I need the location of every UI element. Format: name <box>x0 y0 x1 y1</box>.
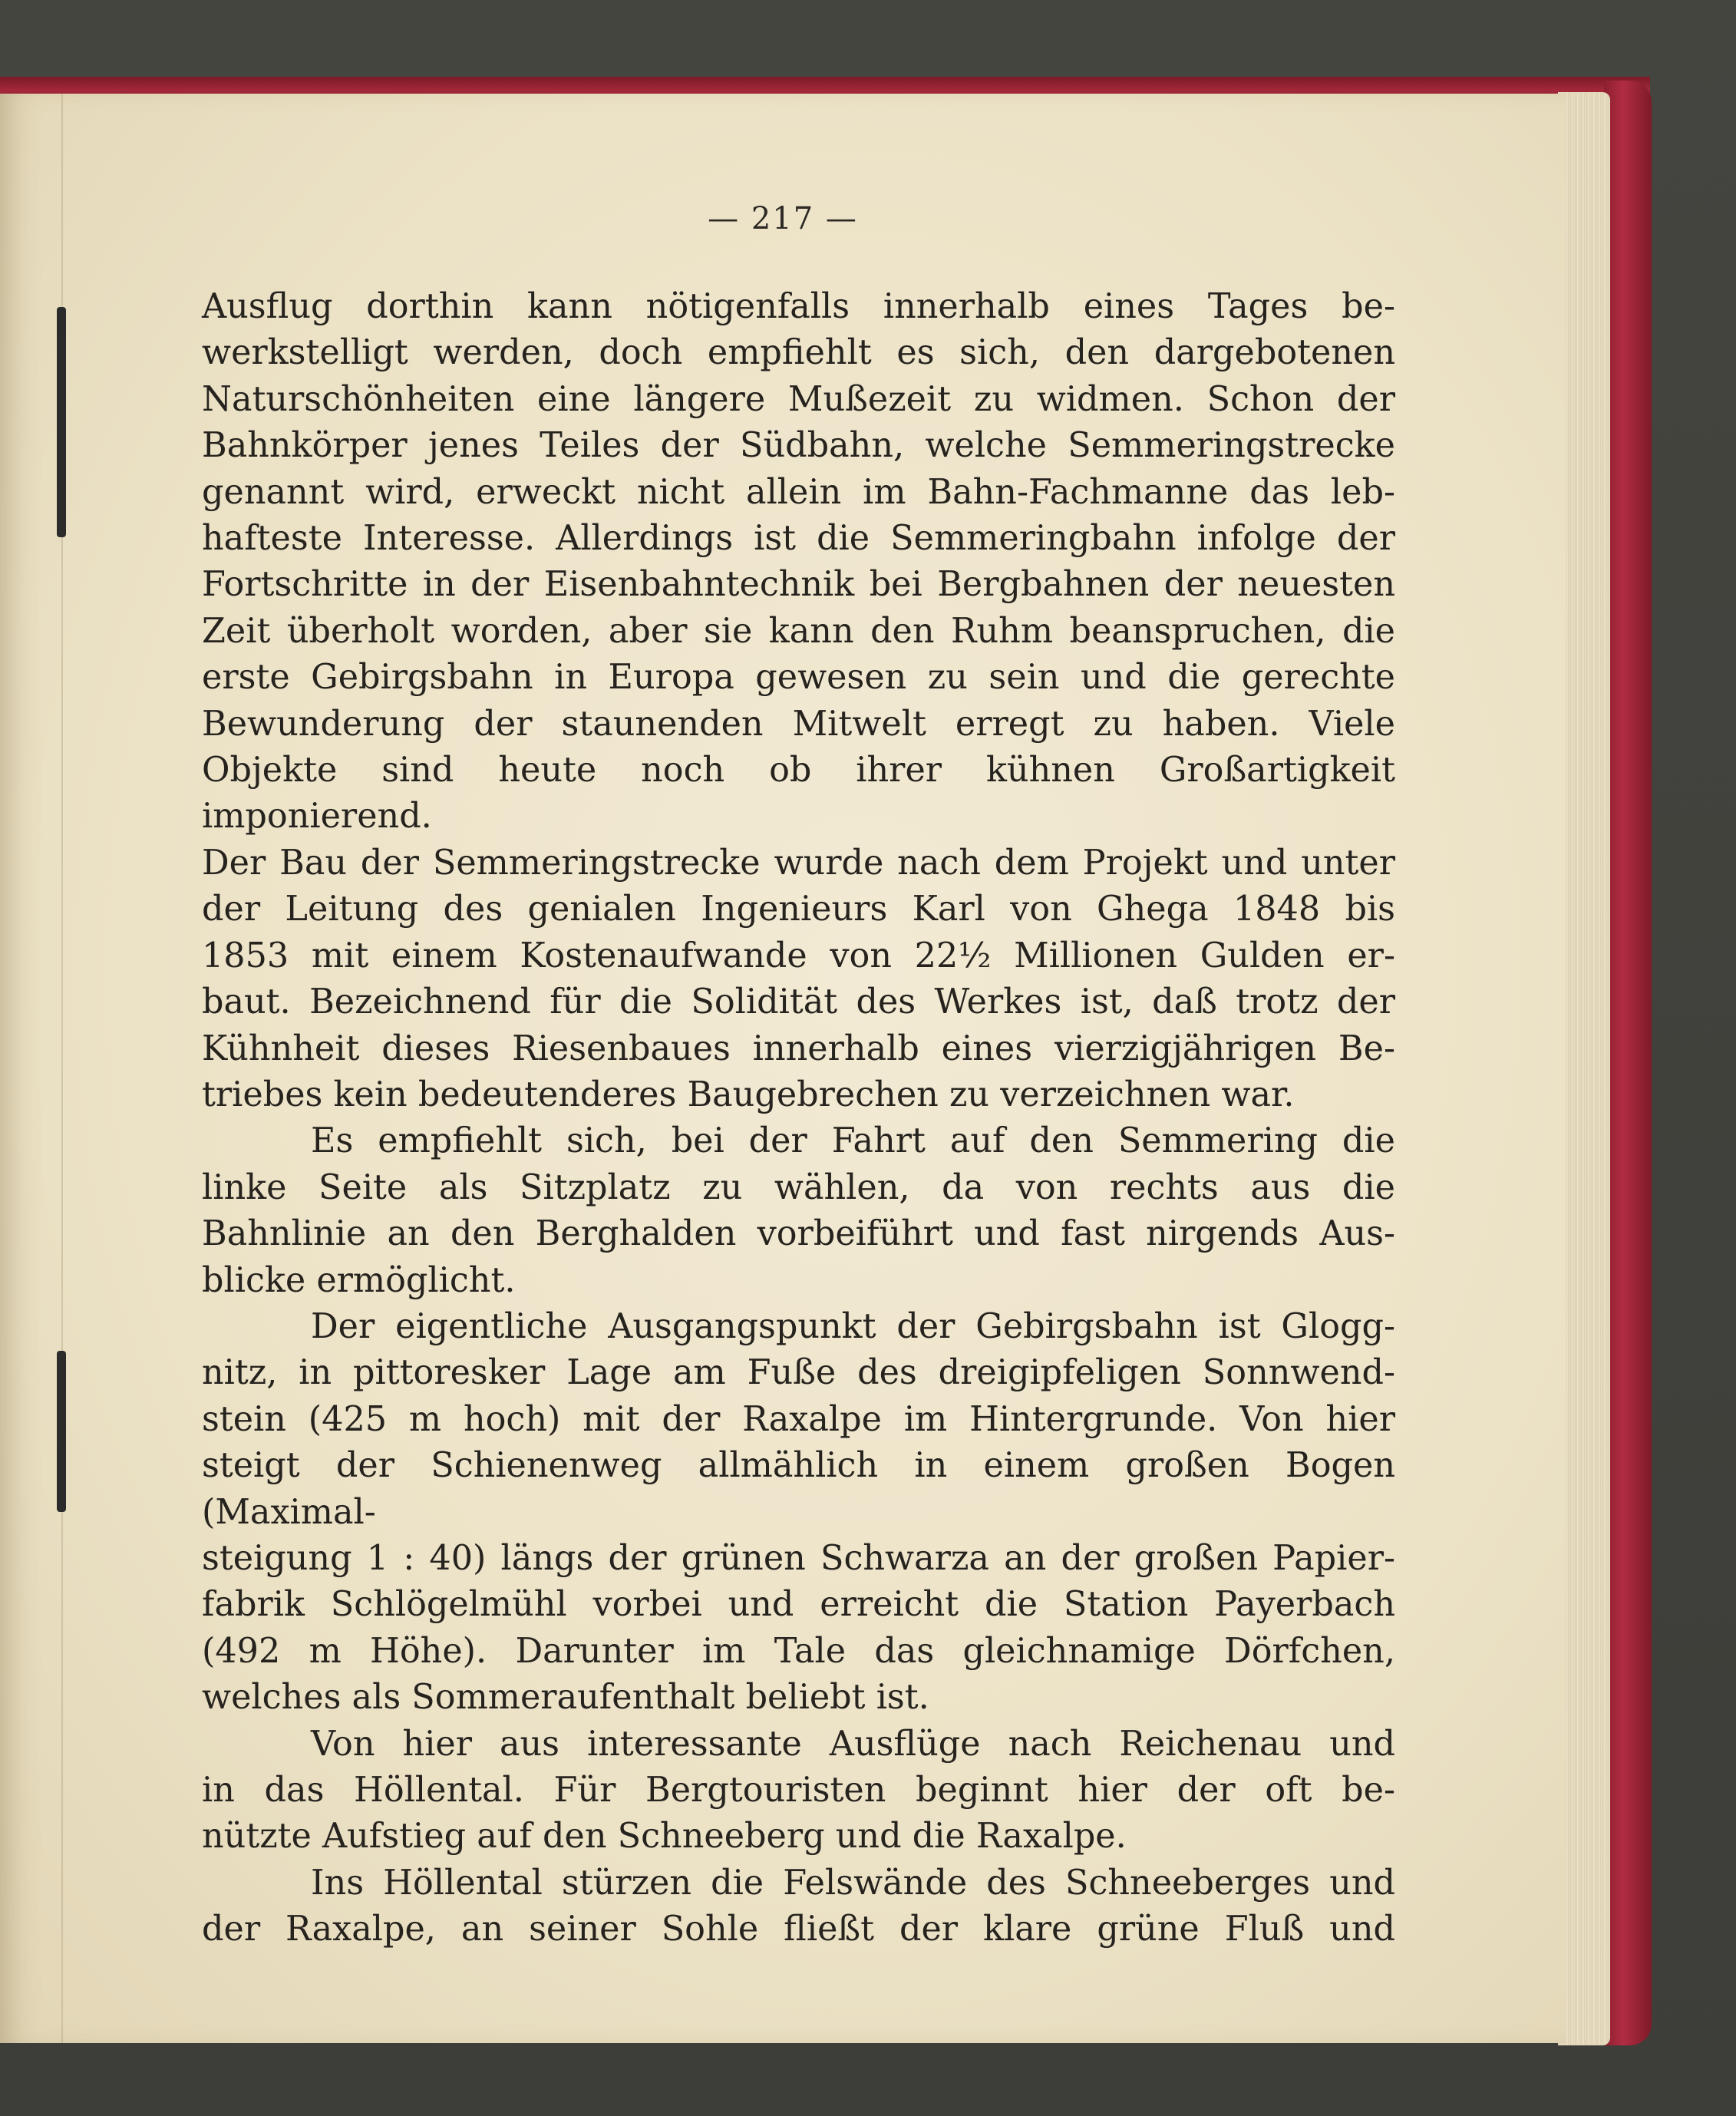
text-line: Bahnlinie an den Berghalden vorbeiführt und fast nirgends Aus- <box>202 1214 1395 1254</box>
binding-thread-mark <box>57 1351 66 1512</box>
text-line: Von hier aus interessante Ausflüge nach Reichenau und <box>311 1724 1395 1764</box>
page-number: — 217 — <box>708 201 858 236</box>
text-line: der Raxalpe, an seiner Sohle fließt der klare grüne Fluß und <box>202 1910 1395 1949</box>
text-line: Der eigentliche Ausgangspunkt der Gebirgsbahn ist Glogg- <box>311 1306 1395 1346</box>
text-line: linke Seite als Sitzplatz zu wählen, da von rechts aus die <box>202 1167 1395 1207</box>
text-line: Es empfiehlt sich, bei der Fahrt auf den Semmering die <box>311 1121 1395 1161</box>
text-line: in das Höllental. Für Bergtouristen beginnt hier der oft be- <box>202 1771 1395 1810</box>
text-line: welches als Sommeraufenthalt beliebt ist. <box>202 1678 929 1718</box>
text-line: Naturschönheiten eine längere Mußezeit zu widmen. Schon der <box>202 379 1395 419</box>
text-line: blicke ermöglicht. <box>202 1260 516 1300</box>
text-line: nitz, in pittoresker Lage am Fuße des dreigipfeligen Sonnwend- <box>202 1353 1395 1393</box>
text-line: Zeit überholt worden, aber sie kann den Ruhm beanspruchen, die <box>202 611 1395 651</box>
binding-thread-mark <box>57 307 66 537</box>
page-stack-fore-edge <box>1558 92 1610 2045</box>
text-line: Objekte sind heute noch ob ihrer kühnen Großartigkeit imponierend. <box>202 751 1395 837</box>
text-line: genannt wird, erweckt nicht allein im Bahn-Fachmanne das leb- <box>202 472 1395 512</box>
text-line: 1853 mit einem Kostenaufwande von 22½ Millionen Gulden er- <box>202 936 1395 975</box>
text-line: nützte Aufstieg auf den Schneeberg und die Raxalpe. <box>202 1817 1127 1857</box>
text-line: (492 m Höhe). Darunter im Tale das gleichnamige Dörfchen, <box>202 1631 1395 1671</box>
text-line: Ins Höllental stürzen die Felswände des Schneeberges und <box>311 1863 1395 1903</box>
text-line: Fortschritte in der Eisenbahntechnik bei Bergbahnen der neuesten <box>202 565 1395 605</box>
text-line: der Leitung des genialen Ingenieurs Karl von Ghega 1848 bis <box>202 890 1395 929</box>
body-text <box>202 284 1395 1953</box>
text-line: baut. Bezeichnend für die Solidität des Werkes ist, daß trotz der <box>202 982 1395 1022</box>
text-line: stein (425 m hoch) mit der Raxalpe im Hintergrunde. Von hier <box>202 1399 1395 1439</box>
text-line: Bahnkörper jenes Teiles der Südbahn, welche Semmeringstrecke <box>202 426 1395 466</box>
text-line: Der Bau der Semmeringstrecke wurde nach dem Projekt und unter <box>202 843 1395 883</box>
text-line: erste Gebirgsbahn in Europa gewesen zu sein und die gerechte <box>202 658 1395 698</box>
text-line: fabrik Schlögelmühl vorbei und erreicht die Station Payerbach <box>202 1585 1395 1625</box>
text-line: steigt der Schienenweg allmählich in einem großen Bogen (Maximal- <box>202 1446 1395 1532</box>
text-line: Bewunderung der staunenden Mitwelt erregt zu haben. Viele <box>202 704 1395 744</box>
text-line: steigung 1 : 40) längs der grünen Schwarza an der großen Papier- <box>202 1538 1395 1578</box>
text-line: werkstelligt werden, doch empfiehlt es sich, den dargebotenen <box>202 333 1395 373</box>
text-line: Kühnheit dieses Riesenbaues innerhalb eines vierzigjährigen Be- <box>202 1028 1395 1068</box>
text-line: triebes kein bedeutenderes Baugebrechen zu verzeichnen war. <box>202 1075 1295 1114</box>
text-line: hafteste Interesse. Allerdings ist die Semmeringbahn infolge der <box>202 519 1395 559</box>
text-line: Ausflug dorthin kann nötigenfalls innerhalb eines Tages be- <box>202 287 1395 326</box>
book-cover-right-edge <box>1604 81 1652 2045</box>
